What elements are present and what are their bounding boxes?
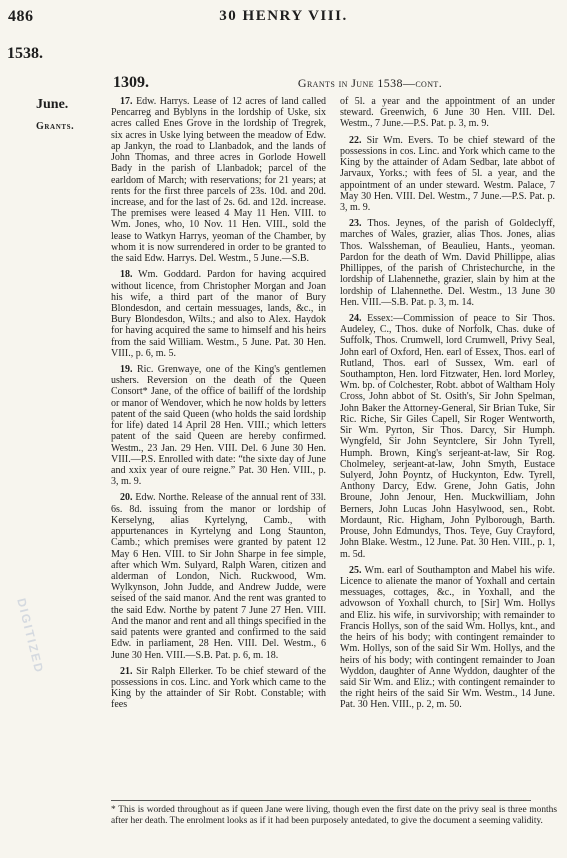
entry-number: 17.: [120, 96, 133, 107]
right-column: [340, 96, 555, 786]
entry-text: Essex:—Commission of peace to Sir Thos. Audeley, C., Thos. duke of Norfolk, Chas. duke of Suffolk, Thos. Crumwell, lord Crumwell, Privy Seal, John earl of Oxford, Hen. earl of Essex, Thos. earl of Rutland, Thos. earl of Sussex, Wm. earl of Southampton, Hen. lord Fitzwater, Hen. lord Morley, Wm. bp. of Colchester, Robt. abbot of Waltham Holy Cross, John abbot of St. Osith's, Sir John Spelman, John Baker the Attorney-General, Sir Brian Tuke, Sir Ric. Riche, Sir Giles Capell, Sir Roger Wentworth, Sir Wm. Pyrton, Sir Thos. Darcy, Sir Humph. Wyngfeld, Sir John Seyntclere, Sir John Tyrell, Humph. Brown, King's serjeant-at-law, Sir Rog. Cholmeley, serjeant-at-law, John Smyth, Eustace Sulyerd, John Poyntz, of Huckynton, Edw. Tyrell, Anthony Darcy, Edw. Grene, John Gatis, John Broune, John Jenour, Hen. Muckwilliam, John Berners, John Lucas John Hasylwood, sen., Robt. Mordaunt, Ric. Higham, John Pylborough, Barth. Prouse, John Edmundys, Thos. Teye, Guy Crayford, John Blake. Westm., 12 June. Pat. 30 Hen. VIII., p. 1, m. 5d.: [340, 312, 555, 560]
entry-text: Edw. Harrys. Lease of 12 acres of land called Pencarreg and Byblyns in the lordship of Uske, six acres called Enes Grove in the lordship of Tregrek, six acres in Uske lying between the meadow of Edw. ap Jankyn, the road to Llanbadok, and the lands of John Thomas, and three acres in Gorlode Howell Bady in the parish of Llanbadok; parcel of the earldom of March; with reservations; for 21 years; at rents for the first three parcels of 23s. 10d. and 20d. increase, and for the last of 2s. 6d. and 12d. increase. The premises were leased 4 May 11 Hen. VIII. to Wm. Jones, who, 10 Nov. 11 Hen. VIII., sold the lease to Watkyn Harrys, yeoman of the Chamber, by whom it is now surrendered in order to be granted to the said Edw. Harrys. Del. Westm., 5 June.—S.B.: [111, 96, 326, 265]
entry-text: Wm. Goddard. Pardon for having acquired without licence, from Christopher Morgan and Joan his wife, a third part of the manor of Bury Blondesdon, and certain messuages, lands, &c., in Bury Blondesdon, Wilts.; and also to Alex. Haydok for having acquired the same to himself and his heirs from the said William. Westm., 5 June. Pat. 30 Hen. VIII., p. 6, m. 5.: [111, 269, 326, 359]
watermark-stamp: DIGITIZED: [14, 597, 47, 676]
entry-number: 19.: [120, 364, 133, 376]
entry-text: Ric. Grenwaye, one of the King's gentlemen ushers. Reversion on the death of the Queen Consort* Jane, of the office of bailiff of the lordship or manor of Wendover, which he now holds by letters patent of the said Queen (who holds the said lordship for life) dated 14 April 28 Hen. VIII.; which letters patent of the said Queen are hereby confirmed. Westm., 23 Jan. 29 Hen. VIII. Del. 6 June 30 Hen. VIII.—P.S. Enrolled with date: “the sixte day of June and xxix year of oure reigne.” Pat. 30 Hen. VIII., p. 3, m. 9.: [111, 364, 326, 488]
footnote-divider: [111, 800, 531, 801]
entry-text: of 5l. a year and the appointment of an under steward. Greenwich, 6 June 30 Hen. VIII. Del. Westm., 7 June.—P.S. Pat. p. 3, m. 9.: [340, 96, 555, 130]
margin-month: June.: [36, 97, 69, 112]
entry-21: [111, 666, 326, 711]
entry-21-continued: [340, 96, 555, 130]
entry-18: [111, 269, 326, 359]
calendar-number: 1309.: [113, 74, 149, 91]
entry-number: 24.: [349, 312, 362, 324]
margin-year: 1538.: [7, 45, 43, 62]
entry-23: [340, 218, 555, 308]
entry-text: Thos. Jeynes, of the parish of Goldeclyff, marches of Wales, grazier, alias Thos. Jones, alias Thos. Walssheman, of Beaulieu, Hants., yeoman. Pardon for the death of Wm. David Phillippe, alias Phillippes, of the parish of Christechurche, in the lordship of Llahennethe, grazier, slain by him at the lordship of Llahennethe. Del. Westm., 13 June 30 Hen. VIII.—S.B. Pat. p. 3, m. 14.: [340, 218, 555, 308]
calendar-title: Grants in June 1538—cont.: [297, 76, 443, 90]
entry-text: Sir Wm. Evers. To be chief steward of the possessions in cos. Linc. and York which came to the King by the attainder of Adam Sedbar, late abbot of Jarvaux, Yorks.; with fees of 5l. a year, and the appointment of an under steward. Westm. Palace, 7 May 30 Hen. VIII. Del. Westm., 7 June.—P.S. Pat. p. 3, m. 9.: [340, 134, 555, 213]
entry-text: Wm. earl of Southampton and Mabel his wife. Licence to alienate the manor of Yoxhall and certain messuages, cottages, &c., in Yoxhall, and the advowson of Yoxhall church, to [Sir] Wm. Hollys and Eliz. his wife, in survivorship; with remainder to Francis Hollys, son of the said Wm. Hollys, knt., and the heirs of his body; with contingent remainder to Wm. Hollys, son of the said Sir Wm. Hollys, and the heirs of his body; with contingent remainder to Joan Wyddon, daughter of Anne Wyddon, daughter of the said Sir Wm. and Eliz.; with contingent remainder to the right heirs of the said Sir Wm. Westm., 14 June. Pat. 30 Hen. VIII., p. 2, m. 50.: [340, 564, 555, 711]
entry-17: [111, 96, 326, 264]
entry-number: 21.: [120, 665, 133, 677]
entry-24: [340, 313, 555, 560]
entry-number: 22.: [349, 134, 362, 146]
entry-25: [340, 565, 555, 711]
entry-number: 25.: [349, 564, 362, 576]
entry-text: Sir Ralph Ellerker. To be chief steward of the possessions in cos. Linc. and York which came to the King by the attainder of Sir Robt. Constable; with fees: [111, 665, 326, 711]
entry-19: [111, 364, 326, 487]
entry-text: Edw. Northe. Release of the annual rent of 33l. 6s. 8d. issuing from the manor or lordship of Kerselyng, alias Kyrtelyng, Camb., with appurtenances in Kyrtelyng and Long Staunton, Camb.; which premises were granted by patent 12 May 6 Hen. VIII. to Sir John Sharpe in fee simple, after which Wm. Sulyard, Ralph Waren, citizen and alderman of London, Nich. Ruckwood, Wm. Wylkynson, John Judde, and Andrew Judde, were seised of the said manor. And the rent was granted to the said Edw. Northe by patent 7 June 27 Hen. VIII. And the manor and rent and all things specified in the said patents were granted and confirmed to the said Edw. in parliament, 28 Hen. VIII. Del. Westm., 6 June 30 Hen. VIII.—S.B. Pat. p. 6, m. 18.: [111, 492, 326, 661]
entry-number: 20.: [120, 492, 133, 504]
entry-number: 18.: [120, 269, 133, 281]
page-number: 486: [8, 8, 34, 25]
entry-22: [340, 135, 555, 214]
left-column: [111, 96, 326, 786]
running-head: 30 HENRY VIII.: [219, 8, 348, 24]
margin-section: Grants.: [36, 121, 75, 132]
entry-20: [111, 492, 326, 660]
entry-number: 23.: [349, 218, 362, 230]
footnote: * This is worded throughout as if queen Jane were living, though even the first date on the privy seal is three months after her death. The enrolment looks as if it had been purposely antedated, to give the document a seeming validity.: [111, 805, 557, 826]
